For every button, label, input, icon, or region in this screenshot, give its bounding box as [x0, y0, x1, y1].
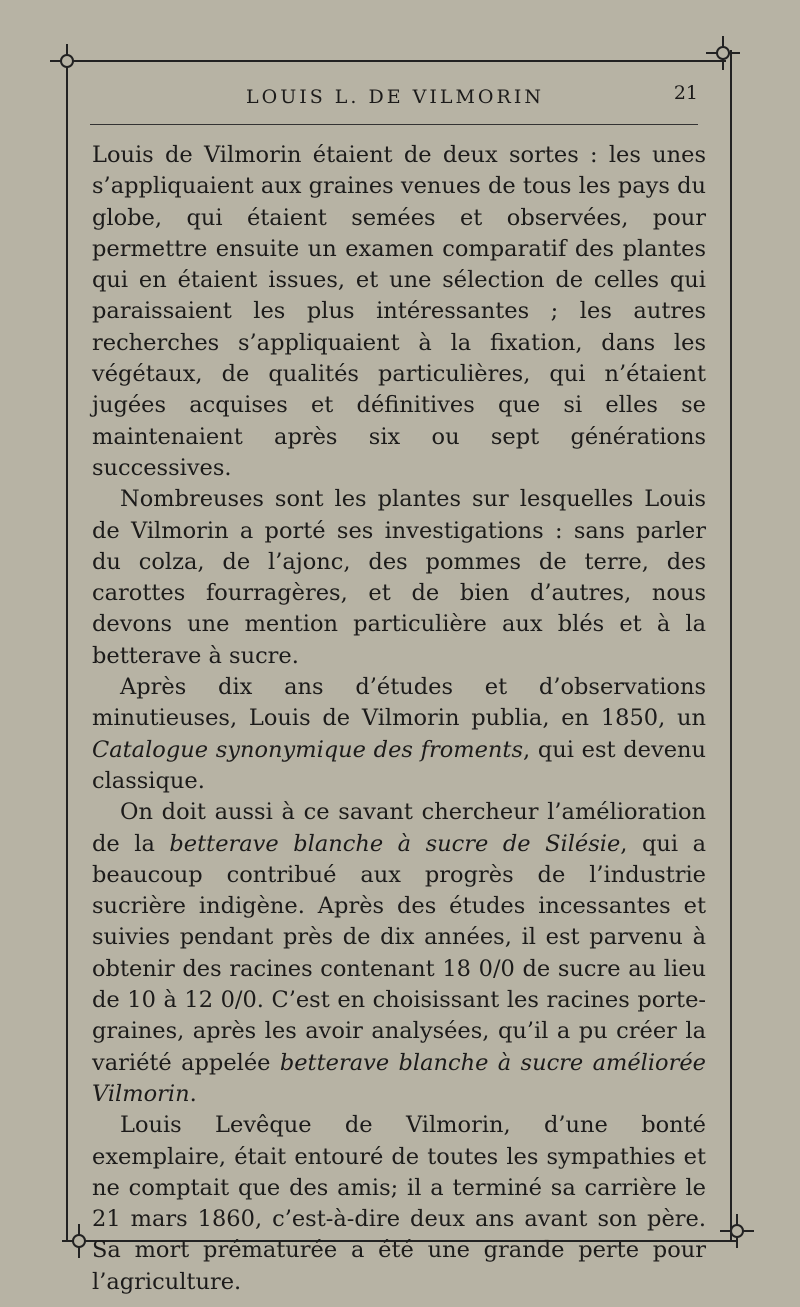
body-text: [92, 140, 706, 1298]
text-segment: , qui a beaucoup contribué aux progrès de l’industrie sucrière indigène. Après des études incessantes et suivies pendant près de dix années, il est parvenu à obtenir des racines contenant 18 0/0 de sucre au lieu de 10 à 12 0/0. C’est en choisissant les racines porte-graines, après les avoir analysées, qu’il a pu créer la variété appelée: [92, 830, 706, 1076]
text-segment: Nombreuses sont les plantes sur lesquelles Louis de Vilmorin a porté ses investigations : sans parler du colza, de l’ajonc, des pommes de terre, des carottes fourragères, et de bien d’autres, nous devons une mention particulière aux blés et à la betterave à sucre.: [92, 486, 706, 669]
italic-text: Catalogue synonymique des froments: [92, 736, 524, 763]
frame-left-rule: [66, 60, 68, 1242]
italic-text: betterave blanche à sucre de Silésie: [169, 830, 621, 857]
corner-ornament-icon: [50, 44, 84, 78]
frame-top-rule: [66, 60, 726, 62]
italic-text: betterave blanche à sucre améliorée Vilmorin: [92, 1049, 706, 1107]
paragraph: [92, 672, 706, 797]
text-segment: Louis Levêque de Vilmorin, d’une bonté exemplaire, était entouré de toutes les sympathies et ne comptait que des amis; il a terminé sa carrière le 21 mars 1860, c’est-à-dire deux ans avant son père. Sa mort prématurée a été une grande perte pour l’agriculture.: [92, 1112, 706, 1295]
paragraph: [92, 484, 706, 672]
paragraph: [92, 140, 706, 484]
page-number: 21: [673, 82, 698, 104]
corner-ornament-icon: [62, 1224, 96, 1258]
text-segment: Louis de Vilmorin étaient de deux sortes : les unes s’appliquaient aux graines venues de tous les pays du globe, qui étaient semées et observées, pour permettre ensuite un examen comparatif des plantes qui en étaient issues, et une sélection de celles qui paraissaient les plus intéressantes ; les autres recherches s’appliquaient à la fixation, dans les végétaux, de qualités particulières, qui n’étaient jugées acquises et définitives que si elles se maintenaient après six ou sept générations successives.: [92, 142, 706, 481]
text-segment: , qui est devenu classique.: [92, 736, 706, 794]
header-rule: [90, 124, 698, 125]
paragraph: [92, 797, 706, 1110]
running-title: LOUIS L. DE VILMORIN: [246, 86, 544, 108]
paragraph: [92, 1110, 706, 1298]
frame-right-rule: [730, 50, 732, 1242]
page-header: [90, 80, 700, 114]
text-segment: Après dix ans d’études et d’observations minutieuses, Louis de Vilmorin publia, en 1850, un: [92, 674, 706, 732]
corner-ornament-icon: [706, 36, 740, 70]
text-segment: .: [189, 1080, 197, 1107]
corner-ornament-icon: [720, 1214, 754, 1248]
text-segment: On doit aussi à ce savant chercheur l’amélioration de la: [92, 799, 706, 857]
